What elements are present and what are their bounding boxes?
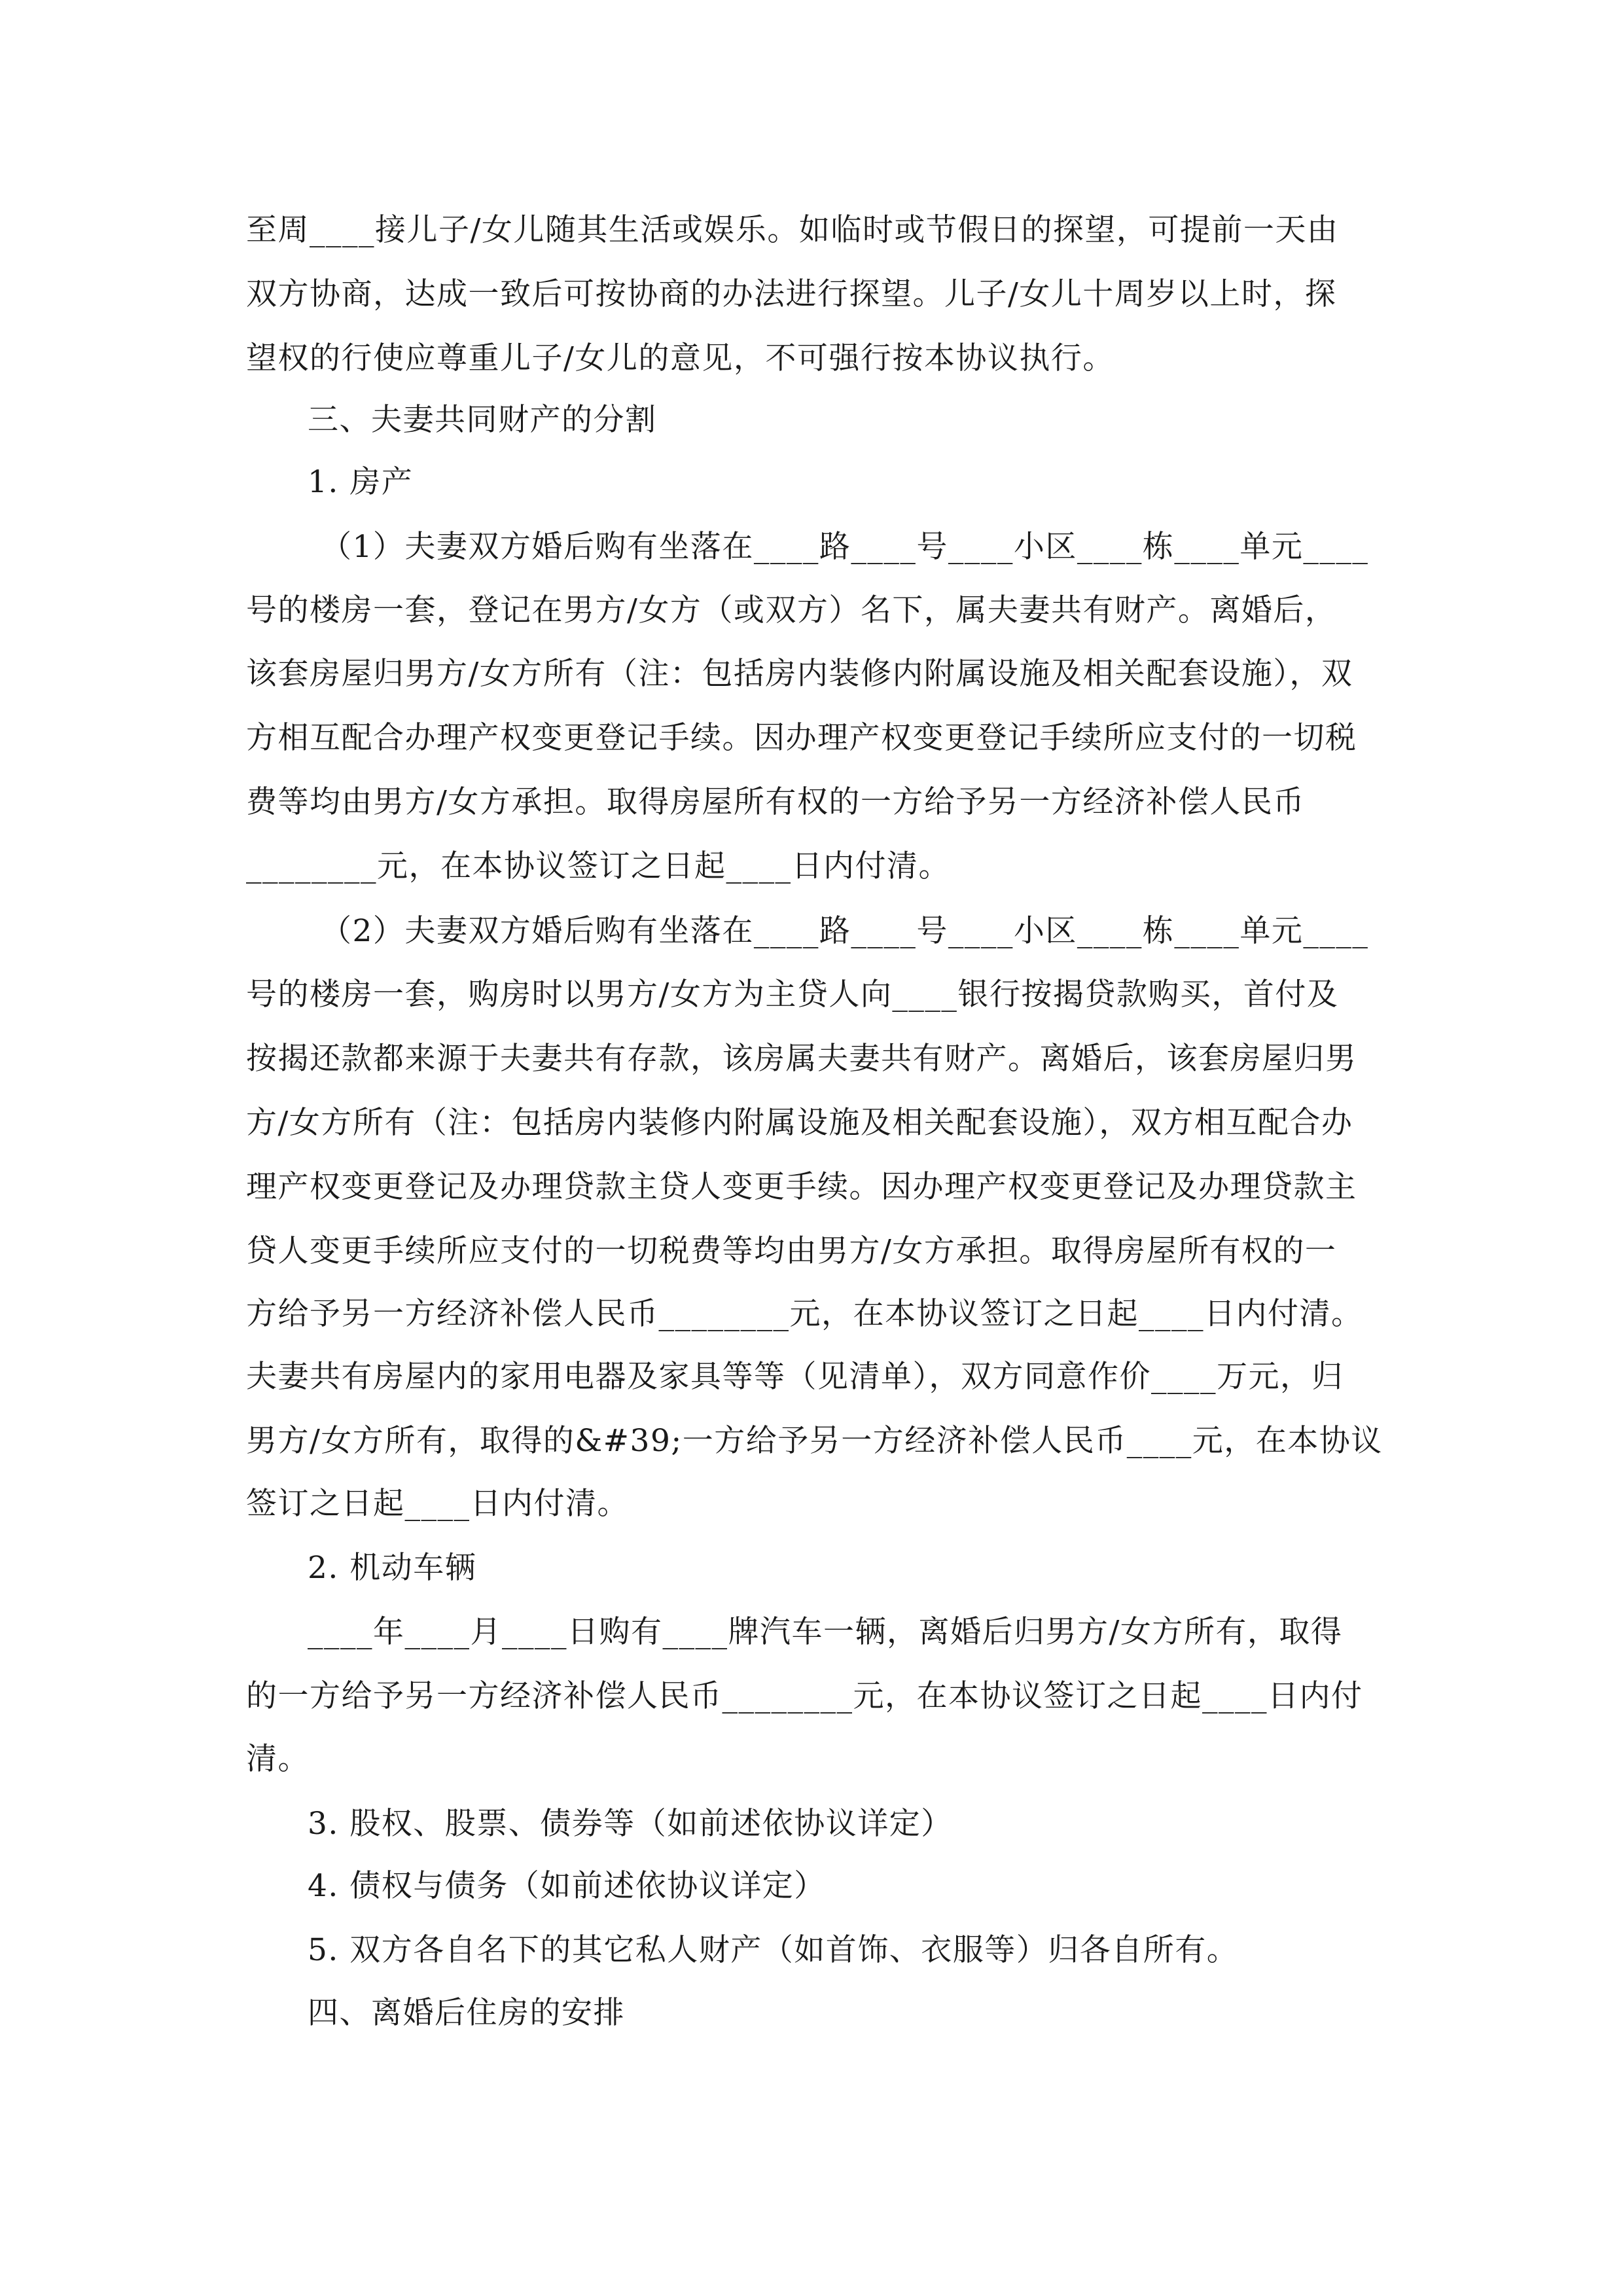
text-line: 夫妻共有房屋内的家用电器及家具等等（见清单），双方同意作价____万元，归	[246, 1359, 1344, 1395]
text-line: 清。	[246, 1741, 310, 1777]
text-line: 至周____接儿子/女儿随其生活或娱乐。如临时或节假日的探望，可提前一天由	[246, 212, 1339, 248]
text-line: 费等均由男方/女方承担。取得房屋所有权的一方给予另一方经济补偿人民币	[246, 784, 1305, 820]
text-line: 方/女方所有（注：包括房内装修内附属设施及相关配套设施），双方相互配合办	[246, 1105, 1353, 1141]
section-heading: 三、夫妻共同财产的分割	[308, 402, 657, 438]
text-line: 的一方给予另一方经济补偿人民币________元，在本协议签订之日起____日内付	[246, 1678, 1363, 1714]
text-line: 方相互配合办理产权变更登记手续。因办理产权变更登记手续所应支付的一切税	[246, 720, 1357, 756]
text-line: 签订之日起____日内付清。	[246, 1486, 629, 1522]
text-line: 贷人变更手续所应支付的一切税费等均由男方/女方承担。取得房屋所有权的一	[246, 1233, 1337, 1269]
text-line: 号的楼房一套，购房时以男方/女方为主贷人向____银行按揭贷款购买，首付及	[246, 977, 1339, 1013]
section-heading: 四、离婚后住房的安排	[308, 1995, 625, 2031]
text-line: 号的楼房一套，登记在男方/女方（或双方）名下，属夫妻共有财产。离婚后，	[246, 592, 1337, 628]
text-line: （2）夫妻双方婚后购有坐落在____路____号____小区____栋____单元____	[321, 913, 1369, 949]
text-line: 理产权变更登记及办理贷款主贷人变更手续。因办理产权变更登记及办理贷款主	[246, 1169, 1357, 1205]
text-line: 按揭还款都来源于夫妻共有存款，该房属夫妻共有财产。离婚后，该套房屋归男	[246, 1041, 1357, 1077]
text-line: 望权的行使应尊重儿子/女儿的意见，不可强行按本协议执行。	[246, 340, 1115, 376]
text-line: ________元，在本协议签订之日起____日内付清。	[246, 848, 950, 884]
text-line: （1）夫妻双方婚后购有坐落在____路____号____小区____栋____单元____	[321, 529, 1369, 565]
subsection-heading: 1. 房产	[308, 464, 414, 500]
text-line: 男方/女方所有，取得的&#39;一方给予另一方经济补偿人民币____元，在本协议	[246, 1423, 1383, 1459]
list-item: 5. 双方各自名下的其它私人财产（如首饰、衣服等）归各自所有。	[308, 1932, 1239, 1968]
text-line: ____年____月____日购有____牌汽车一辆，离婚后归男方/女方所有，取得	[308, 1614, 1343, 1650]
text-line: 该套房屋归男方/女方所有（注：包括房内装修内附属设施及相关配套设施），双	[246, 656, 1353, 692]
list-item: 3. 股权、股票、债券等（如前述依协议详定）	[308, 1806, 953, 1842]
text-line: 双方协商，达成一致后可按协商的办法进行探望。儿子/女儿十周岁以上时，探	[246, 276, 1337, 312]
text-line: 方给予另一方经济补偿人民币________元，在本协议签订之日起____日内付清。	[246, 1296, 1363, 1332]
subsection-heading: 2. 机动车辆	[308, 1550, 477, 1586]
list-item: 4. 债权与债务（如前述依协议详定）	[308, 1868, 826, 1904]
